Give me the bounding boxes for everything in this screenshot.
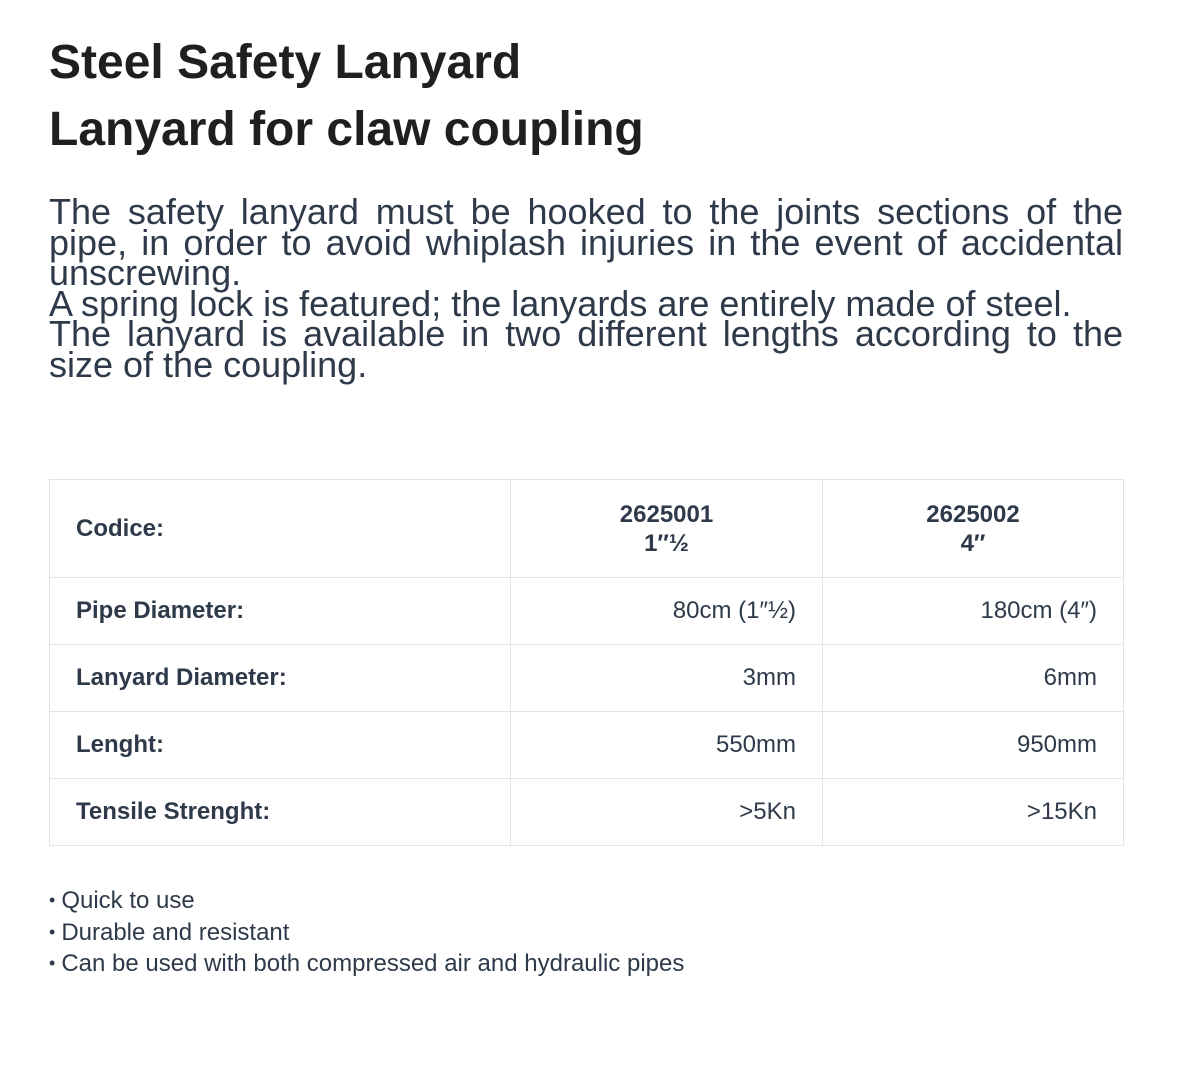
bullet-icon: • — [49, 953, 56, 973]
feature-list — [49, 885, 684, 980]
table-cell: 180cm (4″) — [823, 578, 1124, 645]
bullet-icon: • — [49, 890, 56, 910]
feature-text: Durable and resistant — [61, 918, 290, 946]
product-code: 2625002 — [926, 500, 1020, 528]
description-paragraph: The lanyard is available in two different lengths according to the size of the coupling. — [49, 313, 1123, 385]
table-cell: 950mm — [823, 712, 1124, 779]
row-label: Pipe Diameter: — [50, 578, 511, 645]
row-label: Tensile Strenght: — [50, 779, 511, 846]
row-label: Codice: — [50, 480, 511, 578]
table-row — [50, 578, 1124, 645]
table-cell: >5Kn — [511, 779, 823, 846]
table-cell: 550mm — [511, 712, 823, 779]
list-item — [49, 948, 684, 980]
feature-text: Can be used with both compressed air and hydraulic pipes — [61, 950, 685, 977]
table-row — [50, 779, 1124, 846]
product-code-cell — [823, 480, 1124, 578]
list-item — [49, 885, 684, 917]
product-description — [49, 191, 1123, 385]
product-size: 1″½ — [644, 529, 689, 557]
description-paragraph: The safety lanyard must be hooked to the joints sections of the pipe, in order to avoid whiplash injuries in the event of accidental unscrewing. — [49, 191, 1123, 293]
table-cell: 80cm (1″½) — [511, 578, 823, 645]
table-cell: >15Kn — [823, 779, 1124, 846]
bullet-icon: • — [49, 921, 56, 942]
product-subtitle: Lanyard for claw coupling — [49, 103, 644, 156]
table-header-row — [50, 480, 1124, 578]
row-label: Lenght: — [50, 712, 511, 779]
table-row — [50, 645, 1124, 712]
feature-text: Quick to use — [61, 887, 195, 914]
list-item — [49, 917, 684, 949]
description-paragraph: A spring lock is featured; the lanyards are entirely made of steel. — [49, 282, 1072, 324]
row-label: Lanyard Diameter: — [50, 645, 511, 712]
product-code: 2625001 — [619, 500, 714, 528]
table-cell: 6mm — [823, 645, 1124, 712]
table-cell: 3mm — [511, 645, 823, 712]
spec-table — [49, 479, 1124, 846]
table-row — [50, 712, 1124, 779]
product-title: Steel Safety Lanyard — [49, 36, 522, 89]
product-size: 4″ — [960, 529, 986, 557]
product-code-cell — [511, 480, 823, 578]
